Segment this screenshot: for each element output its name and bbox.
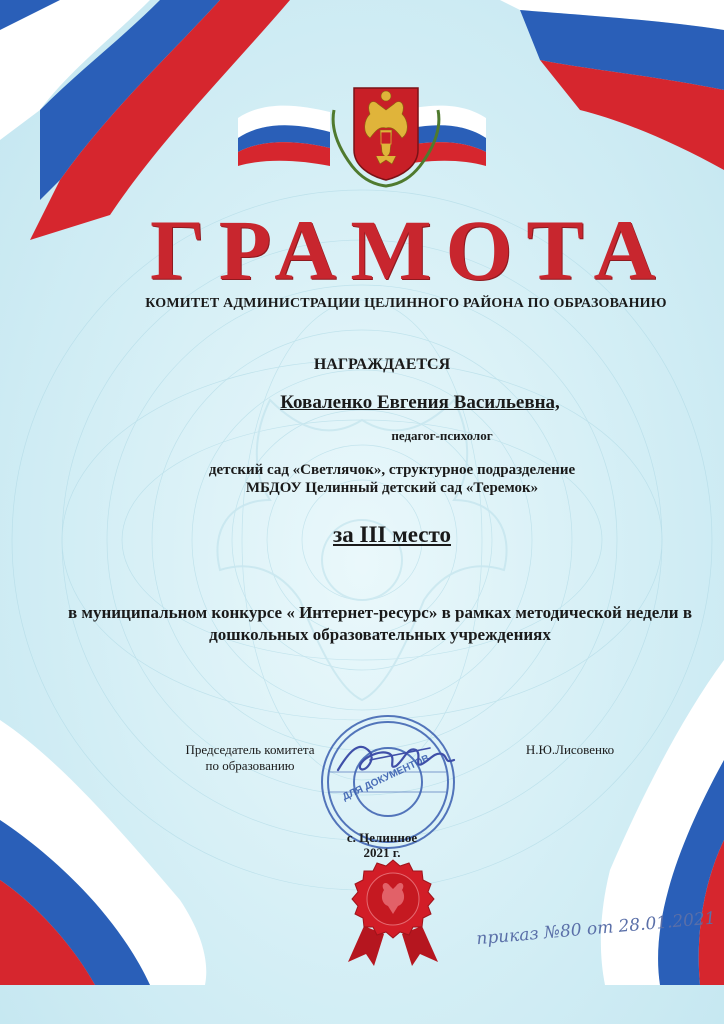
year: 2021 г.	[363, 845, 401, 860]
signatory-title-line-2: по образованию	[205, 758, 295, 773]
signatory-name: Н.Ю.Лисовенко	[525, 742, 615, 757]
stamp-center-text: ДЛЯ ДОКУМЕНТОВ	[340, 752, 432, 803]
contest-description: в муниципальном конкурсе « Интернет-ресурс» в рамках методической недели в дошкольных образовательных учреждениях	[67, 603, 693, 644]
award-place: за III место	[333, 522, 451, 547]
city: с. Целинное	[346, 830, 418, 845]
recipient-position: педагог-психолог	[391, 428, 493, 443]
signatory-title-line-1: Председатель комитета	[185, 742, 315, 757]
awarded-label: НАГРАЖДАЕТСЯ	[313, 356, 451, 373]
handwritten-note: приказ №80 от 28.01.2021	[475, 908, 717, 950]
handwritten-signature	[330, 730, 460, 790]
document-title: ГРАМОТА	[150, 202, 670, 298]
wax-seal	[334, 856, 452, 966]
committee-name: КОМИТЕТ АДМИНИСТРАЦИИ ЦЕЛИННОГО РАЙОНА ПО ОБРАЗОВАНИЮ	[145, 296, 667, 311]
recipient-name: Коваленко Евгения Васильевна,	[280, 392, 560, 413]
organization-line-1: детский сад «Светлячок», структурное подразделение	[208, 462, 576, 478]
organization-line-2: МБДОУ Целинный детский сад «Теремок»	[245, 480, 539, 496]
coat-of-arms-emblem	[330, 80, 442, 188]
signatory-title	[160, 742, 340, 774]
